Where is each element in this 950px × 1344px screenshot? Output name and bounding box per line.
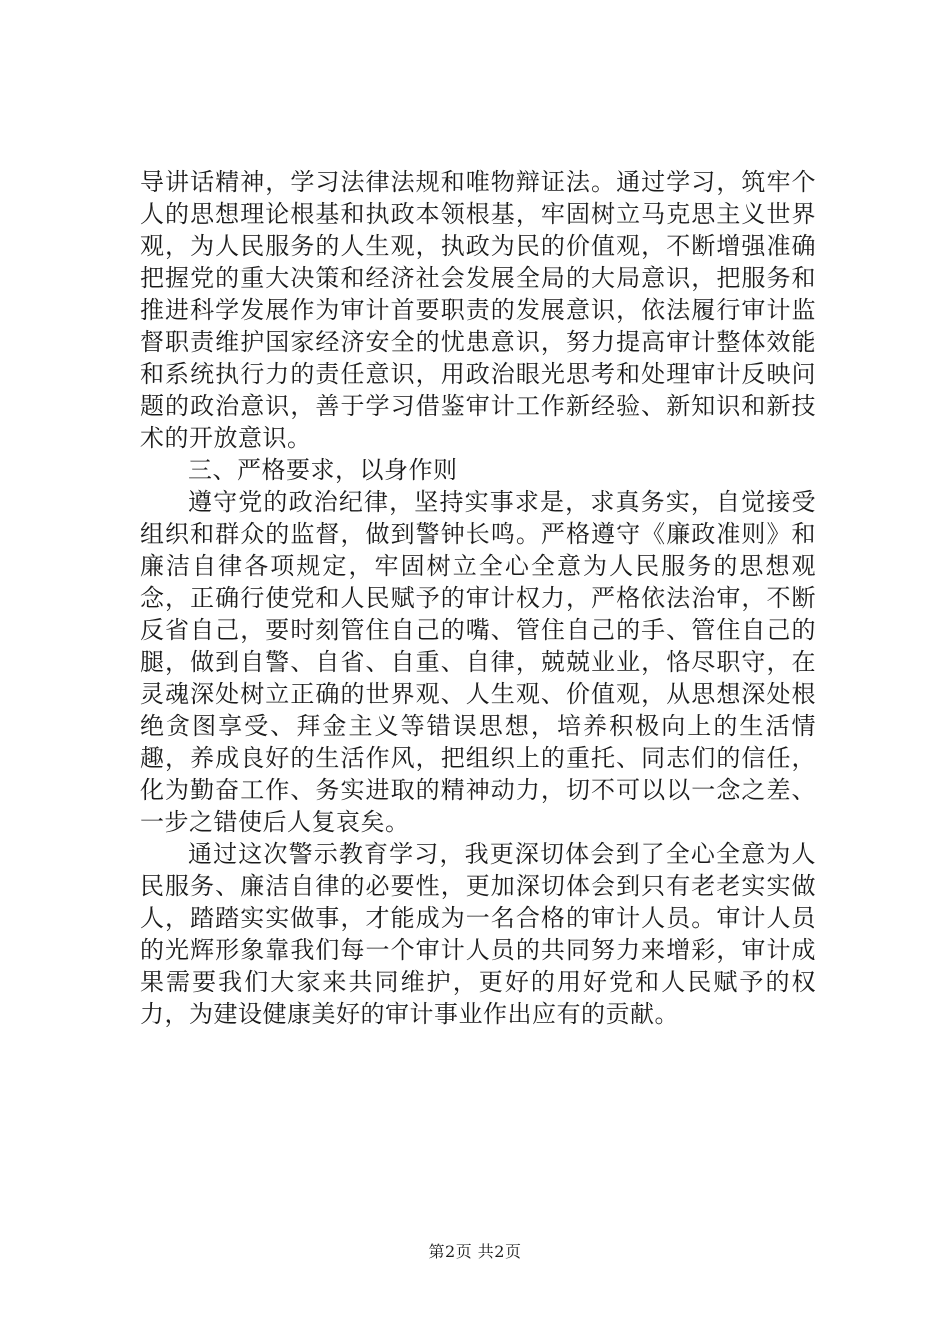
- page-footer: 第2页 共2页: [428, 1242, 522, 1261]
- document-body: [140, 166, 816, 1030]
- paragraph: 通过这次警示教育学习，我更深切体会到了全心全意为人民服务、廉洁自律的必要性，更加深切体会到只有老老实实做人，踏踏实实做事，才能成为一名合格的审计人员。审计人员的光辉形象靠我们每一个审计人员的共同努力来增彩，审计成果需要我们大家来共同维护，更好的用好党和人民赋予的权力，为建设健康美好的审计事业作出应有的贡献。: [140, 840, 816, 1028]
- paragraph: 遵守党的政治纪律，坚持实事求是，求真务实，自觉接受组织和群众的监督，做到警钟长鸣。严格遵守《廉政准则》和廉洁自律各项规定，牢固树立全心全意为人民服务的思想观念，正确行使党和人民赋予的审计权力，严格依法治审，不断反省自己，要时刻管住自己的嘴、管住自己的手、管住自己的腿，做到自警、自省、自重、自律，兢兢业业，恪尽职守，在灵魂深处树立正确的世界观、人生观、价值观，从思想深处根绝贪图享受、拜金主义等错误思想，培养积极向上的生活情趣，养成良好的生活作风，把组织上的重托、同志们的信任，化为勤奋工作、务实进取的精神动力，切不可以以一念之差、一步之错使后人复哀矣。: [140, 488, 816, 836]
- section-heading: 三、严格要求，以身作则: [188, 456, 458, 484]
- paragraph-continued: 导讲话精神，学习法律法规和唯物辩证法。通过学习，筑牢个人的思想理论根基和执政本领根基，牢固树立马克思主义世界观，为人民服务的人生观，执政为民的价值观，不断增强准确把握党的重大决策和经济社会发展全局的大局意识，把服务和推进科学发展作为审计首要职责的发展意识，依法履行审计监督职责维护国家经济安全的忧患意识，努力提高审计整体效能和系统执行力的责任意识，用政治眼光思考和处理审计反映问题的政治意识，善于学习借鉴审计工作新经验、新知识和新技术的开放意识。: [140, 168, 816, 452]
